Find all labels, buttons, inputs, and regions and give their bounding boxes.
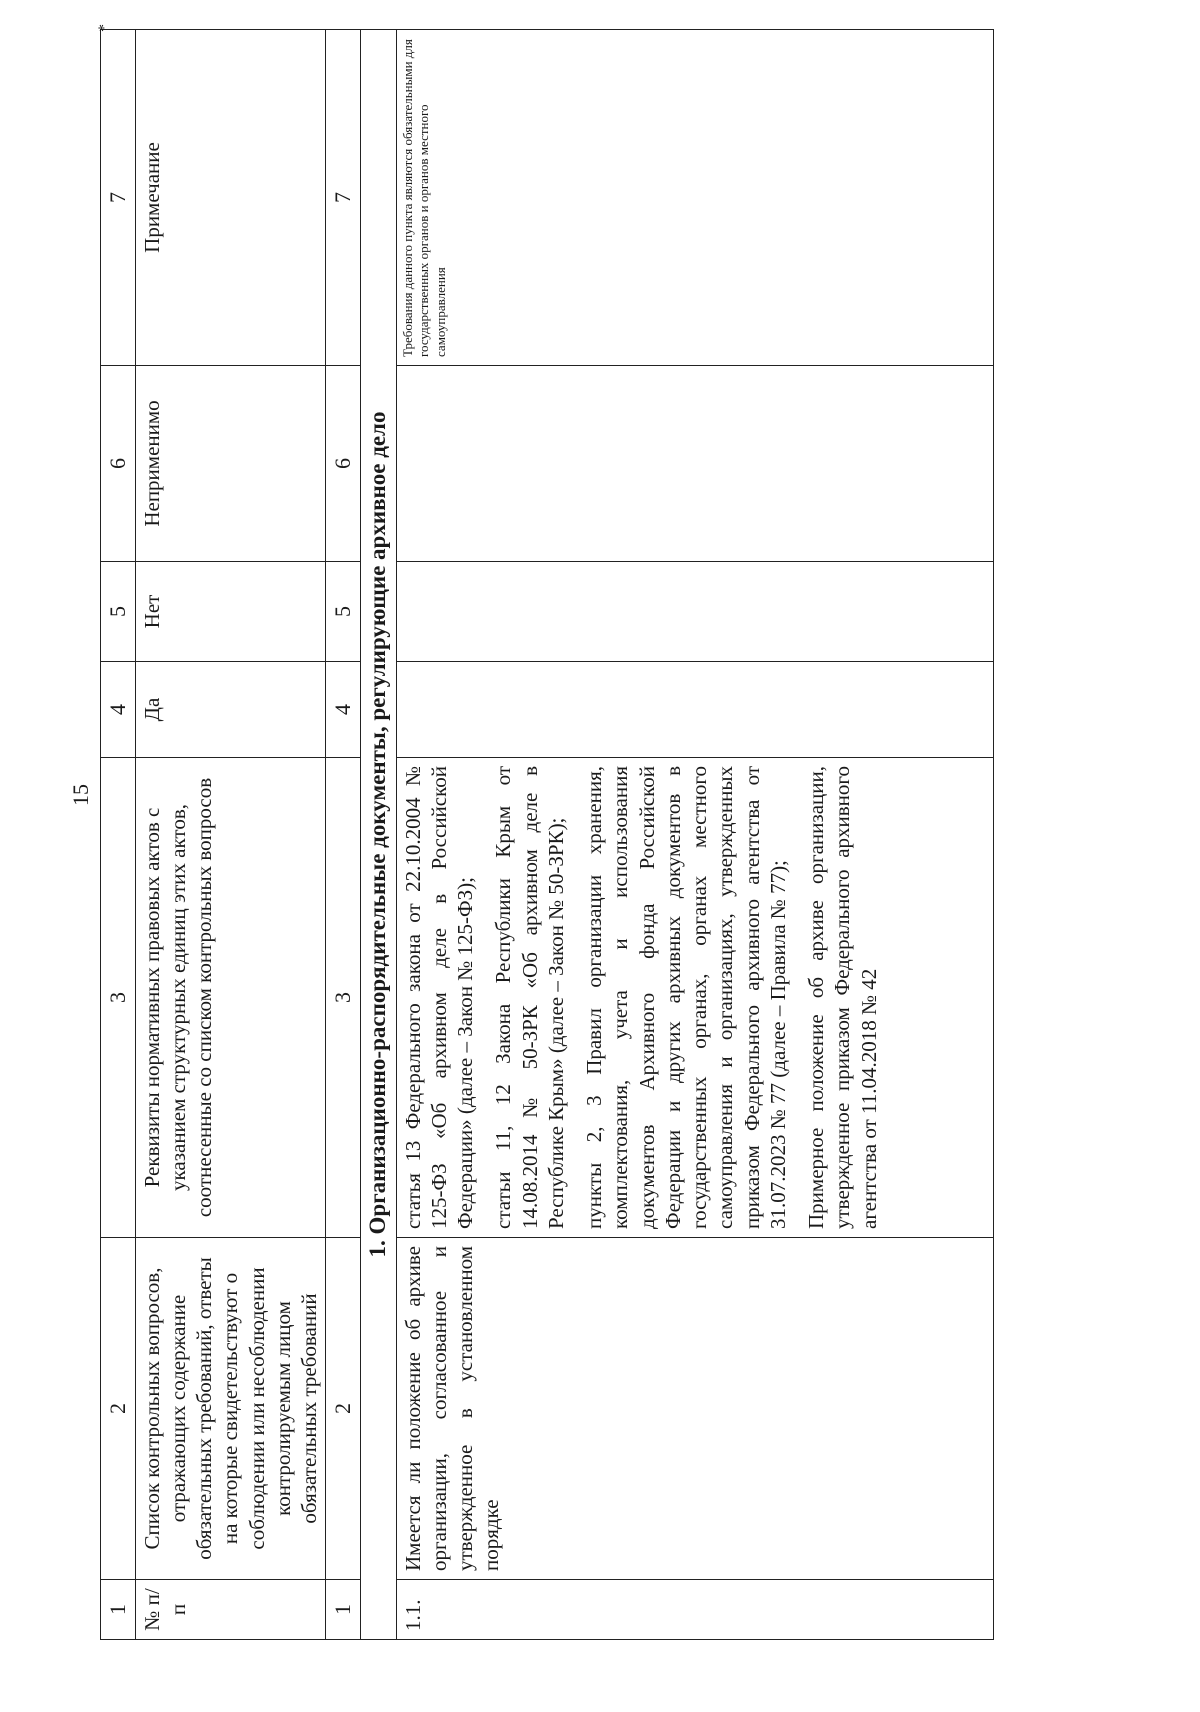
column-number: 7: [326, 30, 361, 366]
answer-no-cell[interactable]: [396, 562, 993, 662]
legal-act: статьи 11, 12 Закона Республики Крым от 14.08.2014 № 50-ЗРК «Об архивном деле в Республике Крым» (далее – Закон № 50-ЗРК);: [491, 766, 568, 1229]
column-number-row: [101, 30, 136, 1640]
column-number: 1: [101, 1580, 136, 1640]
legal-act: Примерное положение об архиве организации, утвержденное приказом Федерального архивного агентства от 11.04.2018 № 42: [804, 766, 881, 1229]
answer-yes-cell[interactable]: [396, 662, 993, 758]
column-number: 2: [101, 1238, 136, 1580]
header-questions: Список контрольных вопросов, отражающих содержание обязательных требований, ответы на которые свидетельствуют о соблюдении или несоблюдении контролируемым лицом обязательных требований: [135, 1238, 326, 1580]
header-num: № п/п: [135, 1580, 326, 1640]
header-row: [135, 30, 326, 1640]
section-title: 1. Организационно-распорядительные документы, регулирующие архивное дело: [360, 30, 396, 1640]
header-note: Примечание: [135, 30, 326, 366]
header-acts: Реквизиты нормативных правовых актов с указанием структурных единиц этих актов, соотнесенные со списком контрольных вопросов: [135, 758, 326, 1238]
column-number: 6: [326, 366, 361, 562]
table-row: [396, 30, 993, 1640]
question-text: Имеется ли положение об архиве организации, согласованное и утвержденное в установленном порядке: [396, 1238, 993, 1580]
header-no: Нет: [135, 562, 326, 662]
column-number: 7: [101, 30, 136, 366]
checklist-table: [100, 29, 994, 1640]
note-asterisk: *: [96, 24, 113, 32]
column-number: 5: [326, 562, 361, 662]
column-number: 5: [101, 562, 136, 662]
legal-act: статья 13 Федерального закона от 22.10.2004 № 125-ФЗ «Об архивном деле в Российской Федерации» (далее – Закон № 125-ФЗ);: [400, 766, 477, 1229]
column-number: 4: [326, 662, 361, 758]
checklist-page: [96, 24, 1080, 1640]
column-number: 1: [326, 1580, 361, 1640]
legal-act: пункты 2, 3 Правил организации хранения, комплектования, учета и использования документов Архивного фонда Российской Федерации и других архивных документов в государственных органах, органах местного самоуправления и организациях, утвержденных приказом Федерального архивного агентства от 31.07.2023 № 77 (далее – Правила № 77);: [582, 766, 790, 1229]
column-number: 4: [101, 662, 136, 758]
row-number: 1.1.: [396, 1580, 993, 1640]
page-number: 15: [68, 784, 93, 806]
column-number: 3: [101, 758, 136, 1238]
header-yes: Да: [135, 662, 326, 758]
column-number: 6: [101, 366, 136, 562]
legal-acts: [396, 758, 993, 1238]
column-number-row-repeat: [326, 30, 361, 1640]
column-number: 3: [326, 758, 361, 1238]
note-text: Требования данного пункта являются обязательными для государственных органов и органов местного самоуправления: [396, 30, 993, 366]
header-not-applicable: Неприменимо: [135, 366, 326, 562]
column-number: 2: [326, 1238, 361, 1580]
section-row: [360, 30, 396, 1640]
answer-not-applicable-cell[interactable]: [396, 366, 993, 562]
